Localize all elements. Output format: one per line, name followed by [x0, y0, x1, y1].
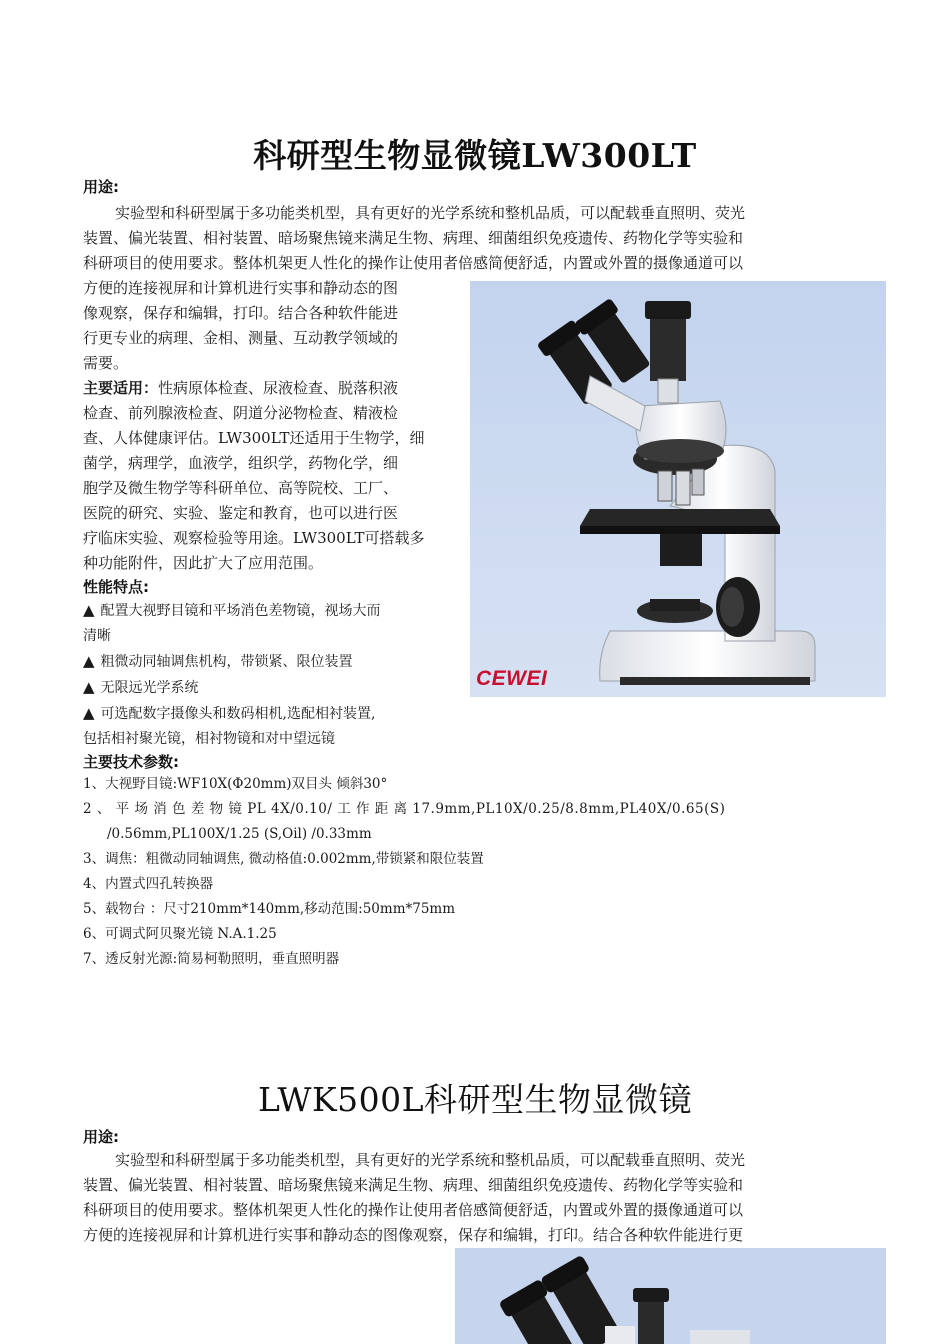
- feature-text: 配置大视野目镜和平场消色差物镜，视场大而: [100, 603, 381, 619]
- spec-item: 6、可调式阿贝聚光镜 N.A.1.25: [83, 926, 277, 942]
- applications-line: 医院的研究、实验、鉴定和教育，也可以进行医: [83, 504, 399, 522]
- usage-line: 科研项目的使用要求。整体机架更人性化的操作让使用者倍感简便舒适，内置或外置的摄像通道可以: [83, 254, 744, 272]
- applications-line: 菌学，病理学，血液学，组织学，药物化学，细: [83, 454, 399, 472]
- feature-item: [83, 701, 468, 727]
- usage-line: 科研项目的使用要求。整体机架更人性化的操作让使用者倍感简便舒适，内置或外置的摄像通道可以: [83, 1201, 744, 1219]
- features-list: [83, 598, 468, 752]
- applications-line: 疗临床实验、观察检验等用途。LW300LT可搭载多: [83, 529, 425, 547]
- section1-features-heading: 性能特点:: [83, 578, 149, 596]
- feature-text: 粗微动同轴调焦机构，带锁紧、限位装置: [100, 654, 353, 670]
- usage-line: 装置、偏光装置、相衬装置、暗场聚焦镜来满足生物、病理、细菌组织免疫遗传、药物化学等实验和: [83, 229, 744, 247]
- spec-item: 2 、 平 场 消 色 差 物 镜 PL 4X/0.10/ 工 作 距 离 17.9mm,PL10X/0.25/8.8mm,PL40X/0.65(S): [83, 801, 726, 817]
- feature-item-continued: 清晰: [83, 628, 111, 644]
- triangle-bullet-icon: ▲: [83, 601, 95, 619]
- triangle-bullet-icon: ▲: [83, 704, 95, 722]
- section1-applications-paragraph: [83, 376, 468, 576]
- feature-text: 无限远光学系统: [100, 680, 199, 696]
- applications-line: 查、人体健康评估。LW300LT还适用于生物学，细: [83, 429, 425, 447]
- applications-line: 种功能附件，因此扩大了应用范围。: [83, 554, 324, 572]
- feature-item: [83, 598, 468, 624]
- section1-specs-heading: 主要技术参数:: [83, 753, 179, 771]
- triangle-bullet-icon: ▲: [83, 678, 95, 696]
- microscope-illustration: [470, 281, 886, 697]
- applications-heading: 主要适用：: [83, 379, 159, 397]
- brand-logo: CEWEI: [476, 667, 548, 690]
- usage-line: 行更专业的病理、金相、测量、互动教学领域的: [83, 329, 399, 347]
- feature-item: [83, 675, 468, 701]
- microscope-photo: [470, 281, 886, 697]
- usage-line: 需要。: [83, 354, 129, 372]
- specs-list: [83, 772, 867, 972]
- usage-line: 实验型和科研型属于多功能类机型，具有更好的光学系统和整机品质，可以配载垂直照明、荧光: [115, 1151, 746, 1169]
- spec-item: 4、内置式四孔转换器: [83, 876, 214, 892]
- microscope-photo-2: [455, 1248, 886, 1344]
- applications-line: 检查、前列腺液检查、阴道分泌物检查、精液检: [83, 404, 399, 422]
- spec-item: 3、调焦：粗微动同轴调焦, 微动格值:0.002mm,带锁紧和限位装置: [83, 851, 484, 867]
- spec-item: 1、大视野目镜:WF10X(Φ20mm)双目头 倾斜30°: [83, 776, 388, 792]
- section2-title: LWK500L科研型生物显微镜: [257, 1080, 693, 1119]
- applications-line: 性病原体检查、尿液检查、脱落积液: [158, 379, 399, 397]
- triangle-bullet-icon: ▲: [83, 652, 95, 670]
- usage-line: 方便的连接视屏和计算机进行实事和静动态的图像观察，保存和编辑，打印。结合各种软件能进行更: [83, 1226, 744, 1244]
- feature-item: [83, 649, 468, 675]
- applications-line: 胞学及微生物学等科研单位、高等院校、工厂、: [83, 479, 399, 497]
- usage-line: 方便的连接视屏和计算机进行实事和静动态的图: [83, 279, 399, 297]
- usage-line: 装置、偏光装置、相衬装置、暗场聚焦镜来满足生物、病理、细菌组织免疫遗传、药物化学等实验和: [83, 1176, 744, 1194]
- spec-item: 5、载物台 ：尺寸210mm*140mm,移动范围:50mm*75mm: [83, 901, 456, 917]
- microscope-illustration-2: [455, 1248, 886, 1344]
- usage-line: 实验型和科研型属于多功能类机型，具有更好的光学系统和整机品质，可以配载垂直照明、荧光: [115, 204, 746, 222]
- section1-title: 科研型生物显微镜LW300LT: [253, 136, 697, 175]
- usage-line: 像观察，保存和编辑，打印。结合各种软件能进: [83, 304, 399, 322]
- feature-item-continued: 包括相衬聚光镜，相衬物镜和对中望远镜: [83, 731, 335, 747]
- section2-usage-paragraph: [83, 1148, 867, 1248]
- spec-item-continued: /0.56mm,PL100X/1.25 (S,Oil) /0.33mm: [107, 826, 372, 842]
- section1-usage-heading: 用途:: [83, 178, 119, 196]
- section2-usage-heading: 用途:: [83, 1128, 119, 1146]
- spec-item: 7、透反射光源:简易柯勒照明，垂直照明器: [83, 951, 340, 967]
- feature-text: 可选配数字摄像头和数码相机,选配相衬装置,: [100, 706, 376, 722]
